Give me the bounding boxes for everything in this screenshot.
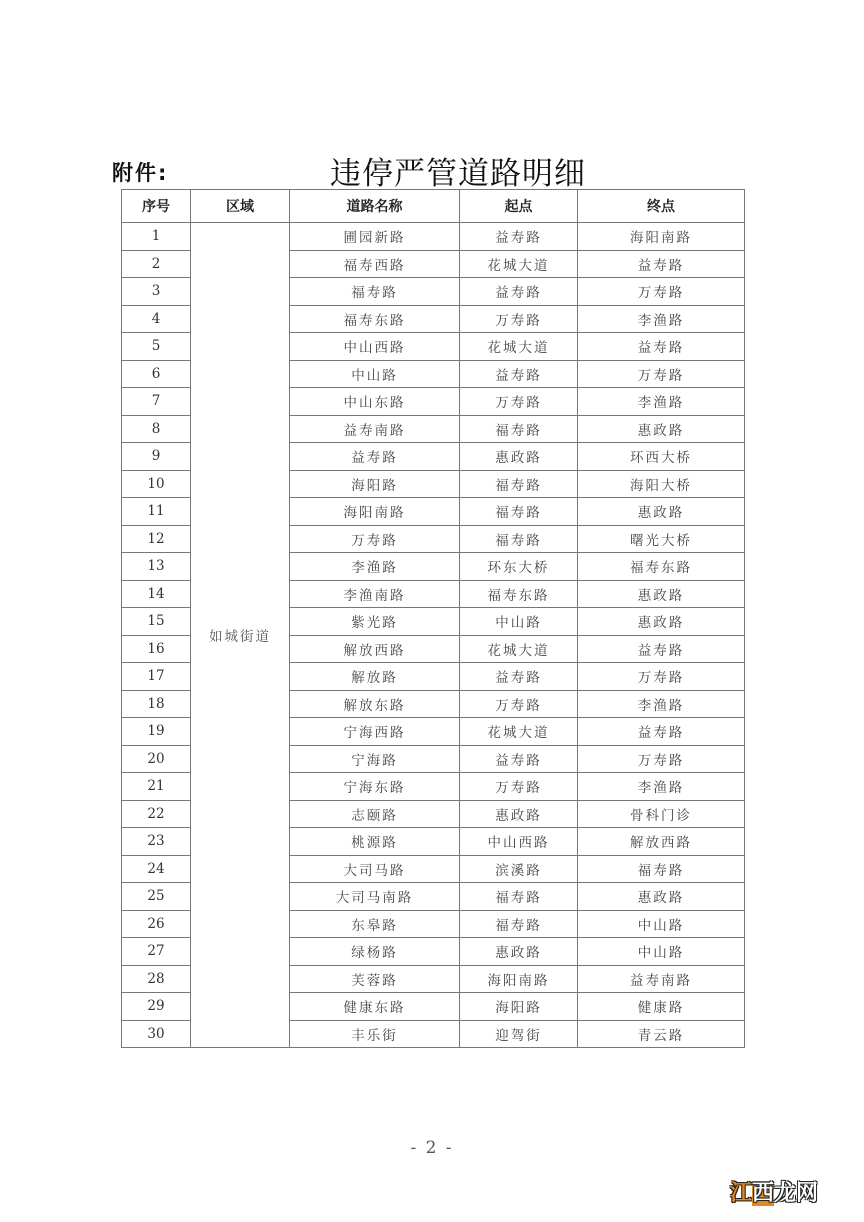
road-name: 福寿东路 (290, 305, 460, 333)
road-name: 万寿路 (290, 525, 460, 553)
end-point: 益寿路 (578, 250, 745, 278)
end-point: 万寿路 (578, 360, 745, 388)
start-point: 万寿路 (460, 690, 578, 718)
start-point: 花城大道 (460, 250, 578, 278)
road-name: 李渔路 (290, 553, 460, 581)
start-point: 福寿路 (460, 883, 578, 911)
road-name: 解放东路 (290, 690, 460, 718)
row-number: 2 (122, 250, 191, 278)
start-point: 环东大桥 (460, 553, 578, 581)
road-name: 益寿路 (290, 443, 460, 471)
road-name: 中山西路 (290, 333, 460, 361)
start-point: 万寿路 (460, 773, 578, 801)
end-point: 骨科门诊 (578, 800, 745, 828)
end-point: 李渔路 (578, 305, 745, 333)
road-name: 解放西路 (290, 635, 460, 663)
start-point: 花城大道 (460, 718, 578, 746)
start-point: 惠政路 (460, 800, 578, 828)
start-point: 福寿路 (460, 498, 578, 526)
row-number: 13 (122, 553, 191, 581)
start-point: 益寿路 (460, 278, 578, 306)
end-point: 中山路 (578, 938, 745, 966)
end-point: 解放西路 (578, 828, 745, 856)
row-number: 14 (122, 580, 191, 608)
watermark-part2: 西 (752, 1181, 775, 1206)
end-point: 益寿南路 (578, 965, 745, 993)
start-point: 福寿路 (460, 910, 578, 938)
road-name: 紫光路 (290, 608, 460, 636)
attachment-label: 附件: (112, 161, 169, 185)
road-name: 宁海东路 (290, 773, 460, 801)
row-number: 10 (122, 470, 191, 498)
start-point: 滨溪路 (460, 855, 578, 883)
end-point: 益寿路 (578, 333, 745, 361)
start-point: 万寿路 (460, 305, 578, 333)
end-point: 惠政路 (578, 415, 745, 443)
end-point: 李渔路 (578, 388, 745, 416)
row-number: 1 (122, 223, 191, 251)
row-number: 15 (122, 608, 191, 636)
header-no: 序号 (122, 190, 191, 223)
watermark-logo (730, 1176, 818, 1207)
row-number: 29 (122, 993, 191, 1021)
region-cell: 如城街道 (191, 223, 290, 1048)
end-point: 惠政路 (578, 883, 745, 911)
row-number: 17 (122, 663, 191, 691)
start-point: 福寿路 (460, 525, 578, 553)
road-name: 绿杨路 (290, 938, 460, 966)
end-point: 海阳大桥 (578, 470, 745, 498)
header-region: 区域 (191, 190, 290, 223)
road-name: 志颐路 (290, 800, 460, 828)
road-name: 宁海路 (290, 745, 460, 773)
end-point: 青云路 (578, 1020, 745, 1048)
row-number: 30 (122, 1020, 191, 1048)
row-number: 22 (122, 800, 191, 828)
road-name: 解放路 (290, 663, 460, 691)
road-name: 芙蓉路 (290, 965, 460, 993)
row-number: 27 (122, 938, 191, 966)
start-point: 益寿路 (460, 663, 578, 691)
row-number: 26 (122, 910, 191, 938)
road-name: 大司马南路 (290, 883, 460, 911)
row-number: 12 (122, 525, 191, 553)
row-number: 20 (122, 745, 191, 773)
start-point: 益寿路 (460, 360, 578, 388)
start-point: 花城大道 (460, 635, 578, 663)
start-point: 中山路 (460, 608, 578, 636)
row-number: 8 (122, 415, 191, 443)
start-point: 福寿路 (460, 470, 578, 498)
row-number: 18 (122, 690, 191, 718)
page-number: - 2 - (410, 1138, 454, 1158)
start-point: 迎驾街 (460, 1020, 578, 1048)
end-point: 海阳南路 (578, 223, 745, 251)
road-name: 桃源路 (290, 828, 460, 856)
end-point: 中山路 (578, 910, 745, 938)
end-point: 李渔路 (578, 690, 745, 718)
start-point: 花城大道 (460, 333, 578, 361)
road-name: 丰乐街 (290, 1020, 460, 1048)
end-point: 福寿路 (578, 855, 745, 883)
road-name: 海阳南路 (290, 498, 460, 526)
road-name: 宁海西路 (290, 718, 460, 746)
table-body (122, 223, 745, 1048)
start-point: 海阳路 (460, 993, 578, 1021)
road-name: 福寿路 (290, 278, 460, 306)
watermark-part3: 龙网 (774, 1181, 819, 1206)
row-number: 28 (122, 965, 191, 993)
end-point: 益寿路 (578, 635, 745, 663)
end-point: 惠政路 (578, 580, 745, 608)
road-name: 东皋路 (290, 910, 460, 938)
start-point: 益寿路 (460, 745, 578, 773)
header-start: 起点 (460, 190, 578, 223)
start-point: 惠政路 (460, 443, 578, 471)
row-number: 9 (122, 443, 191, 471)
road-name: 健康东路 (290, 993, 460, 1021)
road-name: 益寿南路 (290, 415, 460, 443)
row-number: 5 (122, 333, 191, 361)
table-header-row (122, 190, 745, 223)
row-number: 24 (122, 855, 191, 883)
start-point: 益寿路 (460, 223, 578, 251)
road-name: 福寿西路 (290, 250, 460, 278)
end-point: 曙光大桥 (578, 525, 745, 553)
row-number: 21 (122, 773, 191, 801)
header-end: 终点 (578, 190, 745, 223)
end-point: 益寿路 (578, 718, 745, 746)
road-name: 圃园新路 (290, 223, 460, 251)
row-number: 19 (122, 718, 191, 746)
road-name: 李渔南路 (290, 580, 460, 608)
start-point: 万寿路 (460, 388, 578, 416)
end-point: 健康路 (578, 993, 745, 1021)
road-table (121, 189, 745, 1048)
row-number: 4 (122, 305, 191, 333)
end-point: 环西大桥 (578, 443, 745, 471)
row-number: 23 (122, 828, 191, 856)
row-number: 11 (122, 498, 191, 526)
header-road-name: 道路名称 (290, 190, 460, 223)
start-point: 惠政路 (460, 938, 578, 966)
start-point: 福寿路 (460, 415, 578, 443)
start-point: 中山西路 (460, 828, 578, 856)
end-point: 惠政路 (578, 498, 745, 526)
watermark-part1: 江 (730, 1181, 753, 1206)
end-point: 万寿路 (578, 745, 745, 773)
start-point: 海阳南路 (460, 965, 578, 993)
road-name: 中山路 (290, 360, 460, 388)
row-number: 6 (122, 360, 191, 388)
row-number: 16 (122, 635, 191, 663)
road-name: 中山东路 (290, 388, 460, 416)
end-point: 惠政路 (578, 608, 745, 636)
end-point: 福寿东路 (578, 553, 745, 581)
table-row (122, 223, 745, 251)
end-point: 万寿路 (578, 663, 745, 691)
start-point: 福寿东路 (460, 580, 578, 608)
row-number: 7 (122, 388, 191, 416)
road-name: 大司马路 (290, 855, 460, 883)
end-point: 李渔路 (578, 773, 745, 801)
document-title: 违停严管道路明细 (330, 156, 586, 192)
row-number: 25 (122, 883, 191, 911)
end-point: 万寿路 (578, 278, 745, 306)
road-name: 海阳路 (290, 470, 460, 498)
row-number: 3 (122, 278, 191, 306)
